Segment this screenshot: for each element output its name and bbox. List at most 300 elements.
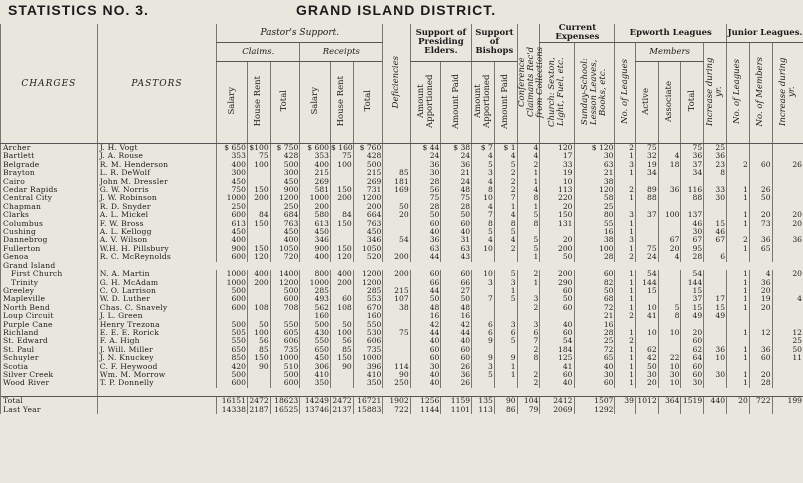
- value-cell: 200: [300, 203, 331, 211]
- value-cell: 1: [727, 279, 750, 287]
- value-cell: 1: [494, 363, 517, 371]
- value-cell: 5: [472, 371, 495, 379]
- value-cell: [658, 279, 681, 287]
- charge-cell: Cushing: [1, 228, 98, 236]
- value-cell: 2: [615, 337, 635, 345]
- value-cell: [331, 371, 354, 379]
- value-cell: 800: [300, 270, 331, 278]
- value-cell: 20: [772, 270, 803, 278]
- value-cell: [772, 371, 803, 379]
- value-cell: 1507: [574, 397, 615, 406]
- value-cell: 82: [574, 279, 615, 287]
- value-cell: 34: [681, 169, 704, 177]
- value-cell: 50: [574, 287, 615, 295]
- charge-cell: Mapleville: [1, 295, 98, 303]
- value-cell: 5: [517, 236, 540, 244]
- value-cell: 20: [749, 304, 772, 312]
- value-cell: 12: [772, 329, 803, 337]
- charge-cell: Chapman: [1, 203, 98, 211]
- value-cell: 84: [247, 211, 270, 219]
- value-cell: [772, 279, 803, 287]
- value-cell: 26: [441, 363, 472, 371]
- value-cell: [772, 379, 803, 387]
- value-cell: 160: [353, 312, 383, 320]
- value-cell: 400: [217, 236, 248, 244]
- value-cell: 44: [410, 287, 441, 295]
- value-cell: [727, 406, 750, 414]
- value-cell: 500: [270, 371, 300, 379]
- value-cell: 215: [353, 169, 383, 177]
- value-cell: 200: [383, 253, 410, 261]
- pastor-cell: E. E. E. Rorick: [97, 329, 217, 337]
- value-cell: 60: [410, 354, 441, 362]
- value-cell: 75: [383, 329, 410, 337]
- value-cell: 285: [353, 287, 383, 295]
- value-cell: 285: [300, 287, 331, 295]
- value-cell: 2: [615, 312, 635, 320]
- value-cell: 26: [441, 379, 472, 387]
- value-cell: [247, 287, 270, 295]
- value-cell: [247, 169, 270, 177]
- value-cell: 4: [494, 236, 517, 244]
- value-cell: $ 1: [494, 144, 517, 153]
- value-cell: 1: [615, 363, 635, 371]
- charge-cell: Columbus: [1, 220, 98, 228]
- value-cell: 125: [540, 354, 574, 362]
- value-cell: 530: [353, 329, 383, 337]
- value-cell: [331, 169, 354, 177]
- value-cell: 26: [772, 161, 803, 169]
- pastor-cell: N. A. Martin: [97, 270, 217, 278]
- charge-cell: Cedar Rapids: [1, 186, 98, 194]
- value-cell: 2472: [332, 396, 352, 406]
- value-cell: 40: [540, 379, 574, 387]
- value-cell: [772, 194, 803, 202]
- value-cell: [383, 220, 410, 228]
- value-cell: 60: [441, 354, 472, 362]
- value-cell: 440: [704, 397, 727, 406]
- value-cell: 60: [441, 270, 472, 278]
- value-cell: 15: [681, 304, 704, 312]
- value-cell: [658, 270, 681, 278]
- value-cell: $ 44: [410, 144, 441, 153]
- value-cell: 54: [383, 236, 410, 244]
- value-cell: 500: [217, 371, 248, 379]
- value-cell: 10: [658, 329, 681, 337]
- value-cell: 613: [300, 220, 331, 228]
- value-cell: 113: [472, 406, 495, 414]
- value-cell: 25: [772, 337, 803, 345]
- value-cell: 4: [472, 236, 495, 244]
- presiding-elders-header: Support of Presiding Elders.: [410, 24, 471, 62]
- value-cell: [772, 363, 803, 371]
- value-cell: 64: [681, 354, 704, 362]
- value-cell: 750: [217, 186, 248, 194]
- pastor-cell: J. H. Vogt: [97, 144, 217, 153]
- value-cell: 350: [353, 379, 383, 387]
- col-receipts-total: Total: [362, 90, 373, 112]
- value-cell: 37: [681, 161, 704, 169]
- value-cell: 54: [540, 337, 574, 345]
- value-cell: 306: [300, 363, 331, 371]
- pastor-cell: A. L. Mickel: [97, 211, 217, 219]
- value-cell: 250: [217, 203, 248, 211]
- charge-cell: St. Paul: [1, 346, 98, 354]
- value-cell: 15: [704, 220, 727, 228]
- value-cell: 4: [517, 144, 540, 153]
- value-cell: 1: [727, 304, 750, 312]
- value-cell: 116: [681, 186, 704, 194]
- value-cell: 20: [749, 371, 772, 379]
- value-cell: 150: [247, 354, 270, 362]
- col-receipts-salary: Salary: [309, 87, 320, 115]
- value-cell: [494, 253, 517, 261]
- value-cell: 120: [331, 253, 354, 261]
- value-cell: [749, 144, 772, 153]
- value-cell: 60: [681, 363, 704, 371]
- value-cell: 19: [540, 169, 574, 177]
- pastor-cell: Chas. C. Snavely: [97, 304, 217, 312]
- value-cell: [383, 312, 410, 320]
- value-cell: 20: [540, 236, 574, 244]
- value-cell: 500: [353, 161, 383, 169]
- value-cell: 150: [331, 354, 354, 362]
- value-cell: 46: [704, 228, 727, 236]
- value-cell: 8: [472, 186, 495, 194]
- pastor-cell: Wm. M. Morrow: [97, 371, 217, 379]
- value-cell: [494, 304, 517, 312]
- value-cell: 10: [658, 363, 681, 371]
- value-cell: 5: [494, 228, 517, 236]
- value-cell: 58: [574, 194, 615, 202]
- value-cell: [727, 144, 750, 153]
- value-cell: 900: [270, 186, 300, 194]
- value-cell: 735: [353, 346, 383, 354]
- value-cell: 60: [331, 295, 354, 303]
- value-cell: 450: [217, 178, 248, 186]
- charge-cell: Richland: [1, 329, 98, 337]
- value-cell: $ 7: [472, 144, 495, 153]
- value-cell: 184: [540, 346, 574, 354]
- value-cell: 550: [300, 337, 331, 345]
- value-cell: 8: [704, 169, 727, 177]
- value-cell: 24: [441, 152, 472, 160]
- value-cell: 1: [615, 169, 635, 177]
- value-cell: [247, 228, 270, 236]
- value-cell: [772, 178, 803, 186]
- col-conference-claimants: Conference Claimants Rec'd from Collections: [516, 46, 545, 118]
- value-cell: 30: [410, 169, 441, 177]
- value-cell: [658, 406, 681, 414]
- charge-cell: Total: [1, 397, 98, 406]
- col-receipts-house-rent: House Rent: [336, 75, 347, 127]
- value-cell: 600: [217, 295, 248, 303]
- value-cell: 3: [517, 321, 540, 329]
- value-cell: 13746: [300, 406, 331, 414]
- charge-cell: Purple Cane: [1, 321, 98, 329]
- value-cell: 1: [727, 270, 750, 278]
- value-cell: 396: [353, 363, 383, 371]
- value-cell: [472, 304, 495, 312]
- value-cell: 50: [331, 321, 354, 329]
- value-cell: 60: [540, 329, 574, 337]
- col-church-expenses: Church: Sexton, Light, Fuel, etc.: [546, 56, 566, 127]
- value-cell: 16525: [270, 406, 300, 414]
- value-cell: 67: [658, 236, 681, 244]
- value-cell: 1: [615, 220, 635, 228]
- value-cell: 42: [410, 321, 441, 329]
- value-cell: 684: [270, 211, 300, 219]
- value-cell: 60: [410, 270, 441, 278]
- value-cell: 5: [494, 270, 517, 278]
- value-cell: 1: [517, 279, 540, 287]
- value-cell: 10: [635, 329, 658, 337]
- value-cell: 1400: [270, 270, 300, 278]
- value-cell: 3: [472, 169, 495, 177]
- value-cell: 21: [574, 169, 615, 177]
- value-cell: [681, 406, 704, 414]
- value-cell: 54: [635, 270, 658, 278]
- value-cell: [247, 371, 270, 379]
- value-cell: 20: [749, 211, 772, 219]
- value-cell: [247, 379, 270, 387]
- value-cell: 1: [615, 295, 635, 303]
- value-cell: 60: [749, 161, 772, 169]
- value-cell: 606: [353, 337, 383, 345]
- value-cell: 1144: [410, 406, 441, 414]
- value-cell: 40: [574, 363, 615, 371]
- value-cell: 1200: [270, 279, 300, 287]
- charge-cell: Grand Island: [1, 262, 98, 270]
- value-cell: 1: [517, 253, 540, 261]
- value-cell: 40: [441, 337, 472, 345]
- pastor-cell: R. M. Henderson: [97, 161, 217, 169]
- district-title: GRAND ISLAND DISTRICT.: [296, 2, 497, 18]
- value-cell: 72: [574, 304, 615, 312]
- value-cell: 605: [270, 329, 300, 337]
- charge-cell: Dannebrog: [1, 236, 98, 244]
- value-cell: 85: [331, 346, 354, 354]
- value-cell: 60: [410, 220, 441, 228]
- value-cell: 2: [615, 253, 635, 261]
- value-cell: 4: [494, 152, 517, 160]
- col-bishops-apportioned: Amount Apportioned: [473, 74, 492, 128]
- value-cell: [772, 245, 803, 253]
- value-cell: 3: [472, 363, 495, 371]
- value-cell: 220: [540, 194, 574, 202]
- pastor-cell: J. N. Knuckey: [97, 354, 217, 362]
- value-cell: 20: [658, 245, 681, 253]
- value-cell: 40: [410, 337, 441, 345]
- value-cell: 353: [300, 152, 331, 160]
- value-cell: 19: [635, 161, 658, 169]
- value-cell: 68: [574, 295, 615, 303]
- value-cell: 215: [383, 287, 410, 295]
- value-cell: 8: [517, 194, 540, 202]
- value-cell: $ 160: [331, 143, 353, 152]
- value-cell: [749, 312, 772, 320]
- value-cell: 1012: [637, 396, 657, 406]
- value-cell: 1: [727, 371, 750, 379]
- value-cell: 763: [353, 220, 383, 228]
- value-cell: 450: [217, 228, 248, 236]
- value-cell: [772, 186, 803, 194]
- pastor-cell: R. D. Snyder: [97, 203, 217, 211]
- value-cell: 1: [727, 287, 750, 295]
- value-cell: 505: [217, 329, 248, 337]
- value-cell: 6: [494, 329, 517, 337]
- value-cell: 200: [540, 270, 574, 278]
- value-cell: 5: [517, 211, 540, 219]
- value-cell: [772, 169, 803, 177]
- value-cell: 3: [494, 321, 517, 329]
- value-cell: 1000: [217, 194, 248, 202]
- value-cell: 450: [300, 354, 331, 362]
- value-cell: 400: [300, 253, 331, 261]
- value-cell: 450: [353, 228, 383, 236]
- value-cell: 63: [441, 245, 472, 253]
- value-cell: 12: [749, 329, 772, 337]
- value-cell: 550: [217, 337, 248, 345]
- value-cell: 1: [615, 270, 635, 278]
- value-cell: 30: [681, 379, 704, 387]
- value-cell: 100: [247, 329, 270, 337]
- value-cell: 24: [410, 152, 441, 160]
- value-cell: 200: [383, 270, 410, 278]
- value-cell: 75: [635, 144, 658, 153]
- value-cell: 73: [749, 220, 772, 228]
- value-cell: 50: [383, 203, 410, 211]
- value-cell: 16721: [353, 397, 383, 406]
- value-cell: 1: [615, 194, 635, 202]
- value-cell: 15: [635, 287, 658, 295]
- value-cell: 2: [517, 304, 540, 312]
- pastor-cell: [97, 397, 217, 406]
- value-cell: 200: [331, 194, 354, 202]
- value-cell: 6: [472, 321, 495, 329]
- value-cell: 90: [247, 363, 270, 371]
- col-junior-increase: Increase during yr.: [777, 57, 797, 126]
- value-cell: 200: [331, 279, 354, 287]
- value-cell: 410: [300, 371, 331, 379]
- value-cell: 4: [472, 203, 495, 211]
- value-cell: 79: [517, 406, 540, 414]
- value-cell: 120: [574, 186, 615, 194]
- value-cell: 900: [217, 245, 248, 253]
- value-cell: [635, 406, 658, 414]
- value-cell: 8: [472, 220, 495, 228]
- value-cell: 50: [441, 295, 472, 303]
- value-cell: 135: [472, 397, 495, 406]
- pastor-cell: [97, 406, 217, 414]
- value-cell: 55: [574, 220, 615, 228]
- receipts-header: Receipts: [300, 43, 383, 62]
- value-cell: 36: [658, 186, 681, 194]
- value-cell: 500: [270, 161, 300, 169]
- value-cell: 400: [217, 161, 248, 169]
- value-cell: 600: [217, 379, 248, 387]
- value-cell: 1: [615, 329, 635, 337]
- value-cell: 48: [410, 304, 441, 312]
- value-cell: [772, 312, 803, 320]
- value-cell: 1200: [353, 194, 383, 202]
- col-sunday-school: Sunday-School: Lesson Leaves, Books, etc.: [580, 58, 608, 125]
- value-cell: 3: [472, 279, 495, 287]
- charge-cell: Scotia: [1, 363, 98, 371]
- pastor-cell: W.H. H. Pillsbury: [97, 245, 217, 253]
- value-cell: 75: [410, 194, 441, 202]
- value-cell: 37: [681, 295, 704, 303]
- value-cell: 1000: [353, 354, 383, 362]
- value-cell: 108: [247, 304, 270, 312]
- value-cell: 8: [658, 312, 681, 320]
- value-cell: 63: [574, 161, 615, 169]
- value-cell: 41: [540, 363, 574, 371]
- value-cell: 430: [300, 329, 331, 337]
- value-cell: 46: [681, 220, 704, 228]
- value-cell: 30: [704, 194, 727, 202]
- value-cell: 550: [270, 321, 300, 329]
- claims-header: Claims.: [217, 43, 300, 62]
- value-cell: 428: [270, 152, 300, 160]
- value-cell: 1: [727, 329, 750, 337]
- value-cell: 60: [749, 354, 772, 362]
- value-cell: $ 750: [270, 144, 300, 153]
- value-cell: 60: [574, 270, 615, 278]
- value-cell: 42: [635, 354, 658, 362]
- value-cell: 4: [472, 152, 495, 160]
- value-cell: 75: [681, 144, 704, 153]
- value-cell: 37: [635, 211, 658, 219]
- value-cell: 735: [270, 346, 300, 354]
- value-cell: 150: [540, 211, 574, 219]
- value-cell: 48: [441, 186, 472, 194]
- pastor-cell: R. C. McReynolds: [97, 253, 217, 261]
- value-cell: 28: [749, 379, 772, 387]
- value-cell: [772, 304, 803, 312]
- value-cell: 17: [704, 295, 727, 303]
- value-cell: 3: [517, 295, 540, 303]
- value-cell: 114: [383, 363, 410, 371]
- value-cell: 353: [217, 152, 248, 160]
- pastor-cell: F. A. High: [97, 337, 217, 345]
- pastor-cell: A. L. Kellogg: [97, 228, 217, 236]
- value-cell: 144: [635, 279, 658, 287]
- value-cell: 1: [494, 371, 517, 379]
- value-cell: 550: [353, 321, 383, 329]
- value-cell: 42: [441, 321, 472, 329]
- value-cell: 49: [681, 312, 704, 320]
- value-cell: 1: [615, 354, 635, 362]
- value-cell: 80: [574, 211, 615, 219]
- value-cell: $ 650: [217, 144, 248, 153]
- statistics-body: [1, 144, 803, 414]
- charge-cell: Bartlett: [1, 152, 98, 160]
- value-cell: 30: [681, 228, 704, 236]
- value-cell: 613: [217, 220, 248, 228]
- table-row: [1, 379, 803, 387]
- value-cell: 62: [681, 346, 704, 354]
- value-cell: 67: [681, 236, 704, 244]
- value-cell: 86: [494, 406, 517, 414]
- value-cell: 20: [540, 203, 574, 211]
- value-cell: 60: [410, 346, 441, 354]
- value-cell: 1: [494, 287, 517, 295]
- value-cell: 4: [494, 211, 517, 219]
- value-cell: 20: [727, 397, 750, 406]
- value-cell: 44: [441, 329, 472, 337]
- value-cell: 32: [635, 152, 658, 160]
